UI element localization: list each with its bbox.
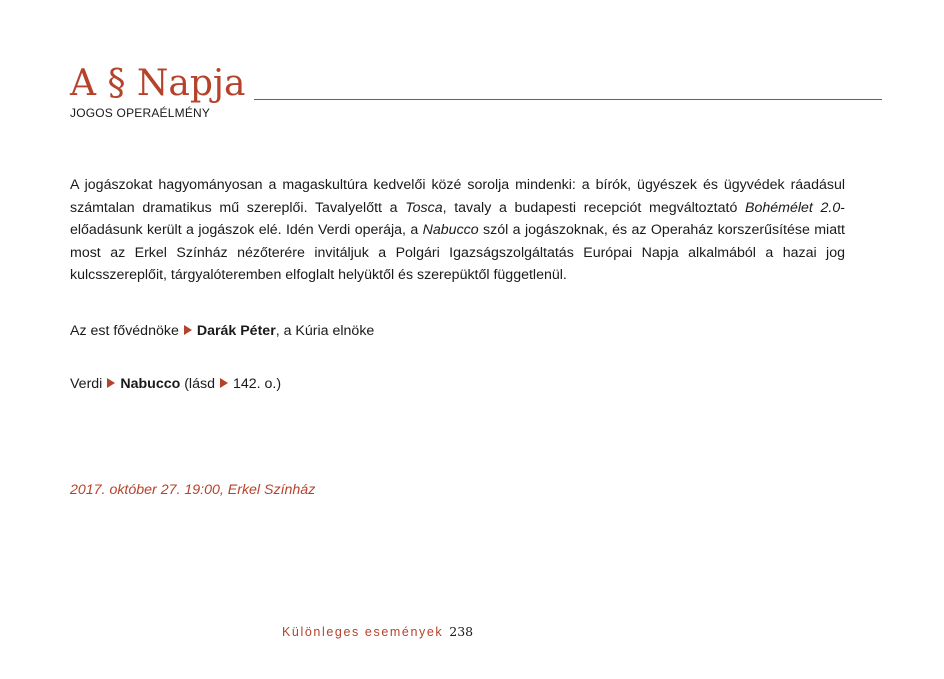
work-title: Nabucco [120, 376, 181, 392]
work-composer: Verdi [70, 376, 103, 392]
triangle-right-icon[interactable] [220, 378, 228, 388]
title-rule [254, 99, 882, 100]
triangle-right-icon [184, 325, 192, 335]
intro-nabucco: Nabucco [422, 222, 479, 238]
work-line [70, 374, 281, 394]
work-see-prefix: (lásd [180, 376, 215, 392]
page-subtitle: JOGOS OPERAÉLMÉNY [70, 106, 211, 120]
intro-text-1: A jogászokat hagyományosan a magaskultúra kedvelői közé sorolja mindenki: a bírók, ügyészek és ügyvédek ráadásul számtalan dramatikus mű szereplői. Tavalyelőtt a [70, 177, 845, 216]
triangle-right-icon [107, 378, 115, 388]
intro-tosca: Tosca [405, 199, 443, 216]
work-see-page[interactable]: 142. o.) [232, 376, 282, 392]
page-title: A § Napja [70, 63, 246, 104]
patron-name: Darák Péter [196, 323, 276, 339]
event-date-place: 2017. október 27. 19:00, Erkel Színház [70, 482, 316, 498]
intro-text-3: -előadásunk került a jogászok elé. Idén Verdi operája, a [70, 199, 845, 238]
intro-text-4: szól a jogászoknak, és az Operaház korszerűsítése miatt most az Erkel Színház nézőterére invitáljuk a Polgári Igazságszolgáltatás Európai Napja alkalmából a hazai jog kulcsszereplőit, tárgyalóteremben elfoglalt helyüktől és szerepüktől függetlenül. [70, 222, 845, 283]
title-row [70, 64, 882, 104]
page-number: 238 [449, 624, 474, 639]
footer-section: Különleges események [282, 625, 444, 639]
header [70, 64, 882, 120]
intro-text-2: , tavaly a budapesti recepciót megváltoztató [442, 199, 746, 216]
patron-label: Az est fővédnöke [70, 323, 179, 339]
intro-paragraph [70, 174, 845, 287]
patron-line [70, 321, 374, 341]
footer [282, 624, 473, 639]
intro-boheme: Bohémélet 2.0 [745, 199, 841, 216]
patron-role: , a Kúria elnöke [275, 323, 375, 339]
